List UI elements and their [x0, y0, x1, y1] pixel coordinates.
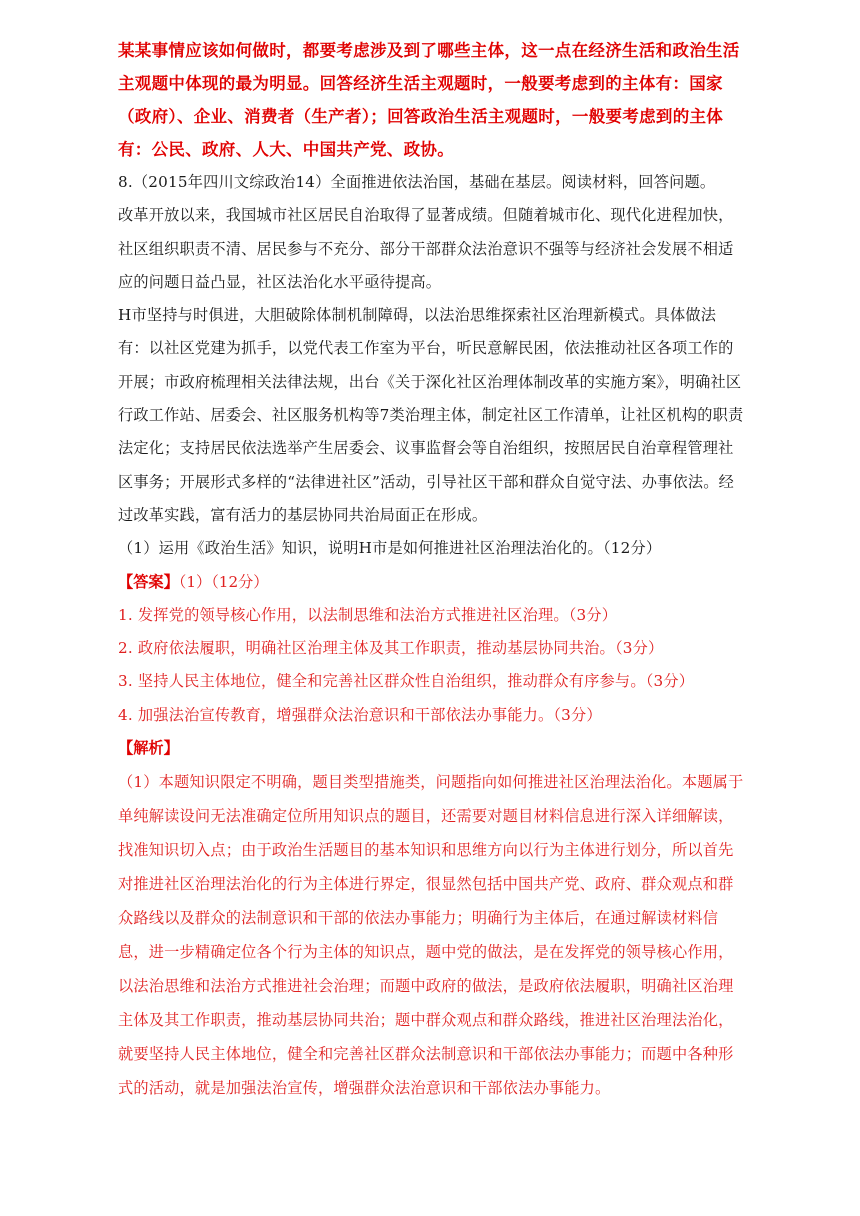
answer-tag: 【答案】: [118, 572, 179, 591]
answer-tag-suffix: （1）（12分）: [178, 572, 269, 591]
analysis-text: （1）本题知识限定不明确，题目类型措施类，问题指向如何推进社区治理法治化。本题属于单纯解读设问无法准确定位所用知识点的题目，还需要对题目材料信息进行深入详细解读，找准知识切入点；由于政治生活题目的基本知识和思维方向以行为主体进行划分，所以首先对推进社区治理法治化的行为主体进行界定，很显然包括中国共产党、政府、群众观点和群众路线以及群众的法制意识和干部的依法办事能力；明确行为主体后，在通过解读材料信息，进一步精确定位各个行为主体的知识点，题中党的做法，是在发挥党的领导核心作用，以法治思维和法治方式推进社会治理；而题中政府的做法，是政府依法履职，明确社区治理主体及其工作职责，推动基层协同共治；题中群众观点和群众路线，推进社区治理法治化，就要坚持人民主体地位，健全和完善社区群众法制意识和干部依法办事能力；而题中各种形式的活动，就是加强法治宣传，增强群众法治意识和干部依法办事能力。: [118, 773, 744, 1098]
answer-item-1: 1. 发挥党的领导核心作用，以法制思维和法治方式推进社区治理。（3分）: [118, 605, 618, 624]
sub-question-1: （1）运用《政治生活》知识，说明H市是如何推进社区治理法治化的。（12分）: [118, 539, 662, 558]
analysis-heading: [118, 732, 744, 765]
question-header: 8.（2015年四川文综政治14）全面推进依法治国，基础在基层。阅读材料，回答问题。: [118, 173, 716, 191]
material-paragraph-1: 改革开放以来，我国城市社区居民自治取得了显著成绩。但随着城市化、现代化进程加快，社区组织职责不清、居民参与不充分、部分干部群众法治意识不强等与经济社会发展不相适应的问题日益凸显，社区法治化水平亟待提高。: [118, 206, 734, 291]
answer-item-2: 2. 政府依法履职，明确社区治理主体及其工作职责，推动基层协同共治。（3分）: [118, 639, 664, 658]
intro-note: 某某事情应该如何做时，都要考虑涉及到了哪些主体，这一点在经济生活和政治生活主观题中体现的最为明显。回答经济生活主观题时，一般要考虑到的主体有：国家（政府）、企业、消费者（生产者）；回答政治生活主观题时，一般要考虑到的主体有：公民、政府、人大、中国共产党、政协。: [118, 41, 740, 159]
answer-item-3: 3. 坚持人民主体地位，健全和完善社区群众性自治组织，推动群众有序参与。（3分）: [118, 672, 695, 691]
material-paragraph-2: H市坚持与时俱进，大胆破除体制机制障碍，以法治思维探索社区治理新模式。具体做法有：以社区党建为抓手，以党代表工作室为平台，听民意解民困，依法推动社区各项工作的开展；市政府梳理相关法律法规，出台《关于深化社区治理体制改革的实施方案》，明确社区行政工作站、居委会、社区服务机构等7类治理主体，制定社区工作清单，让社区机构的职责法定化；支持居民依法选举产生居委会、议事监督会等自治组织，按照居民自治章程管理社区事务；开展形式多样的“法律进社区”活动，引导社区干部和群众自觉守法、办事依法。经过改革实践，富有活力的基层协同共治局面正在形成。: [118, 306, 744, 524]
analysis-tag: 【解析】: [118, 739, 179, 758]
answer-heading: [118, 566, 744, 599]
document-page: [118, 34, 744, 1105]
answer-item-4: 4. 加强法治宣传教育，增强群众法治意识和干部依法办事能力。（3分）: [118, 705, 602, 724]
